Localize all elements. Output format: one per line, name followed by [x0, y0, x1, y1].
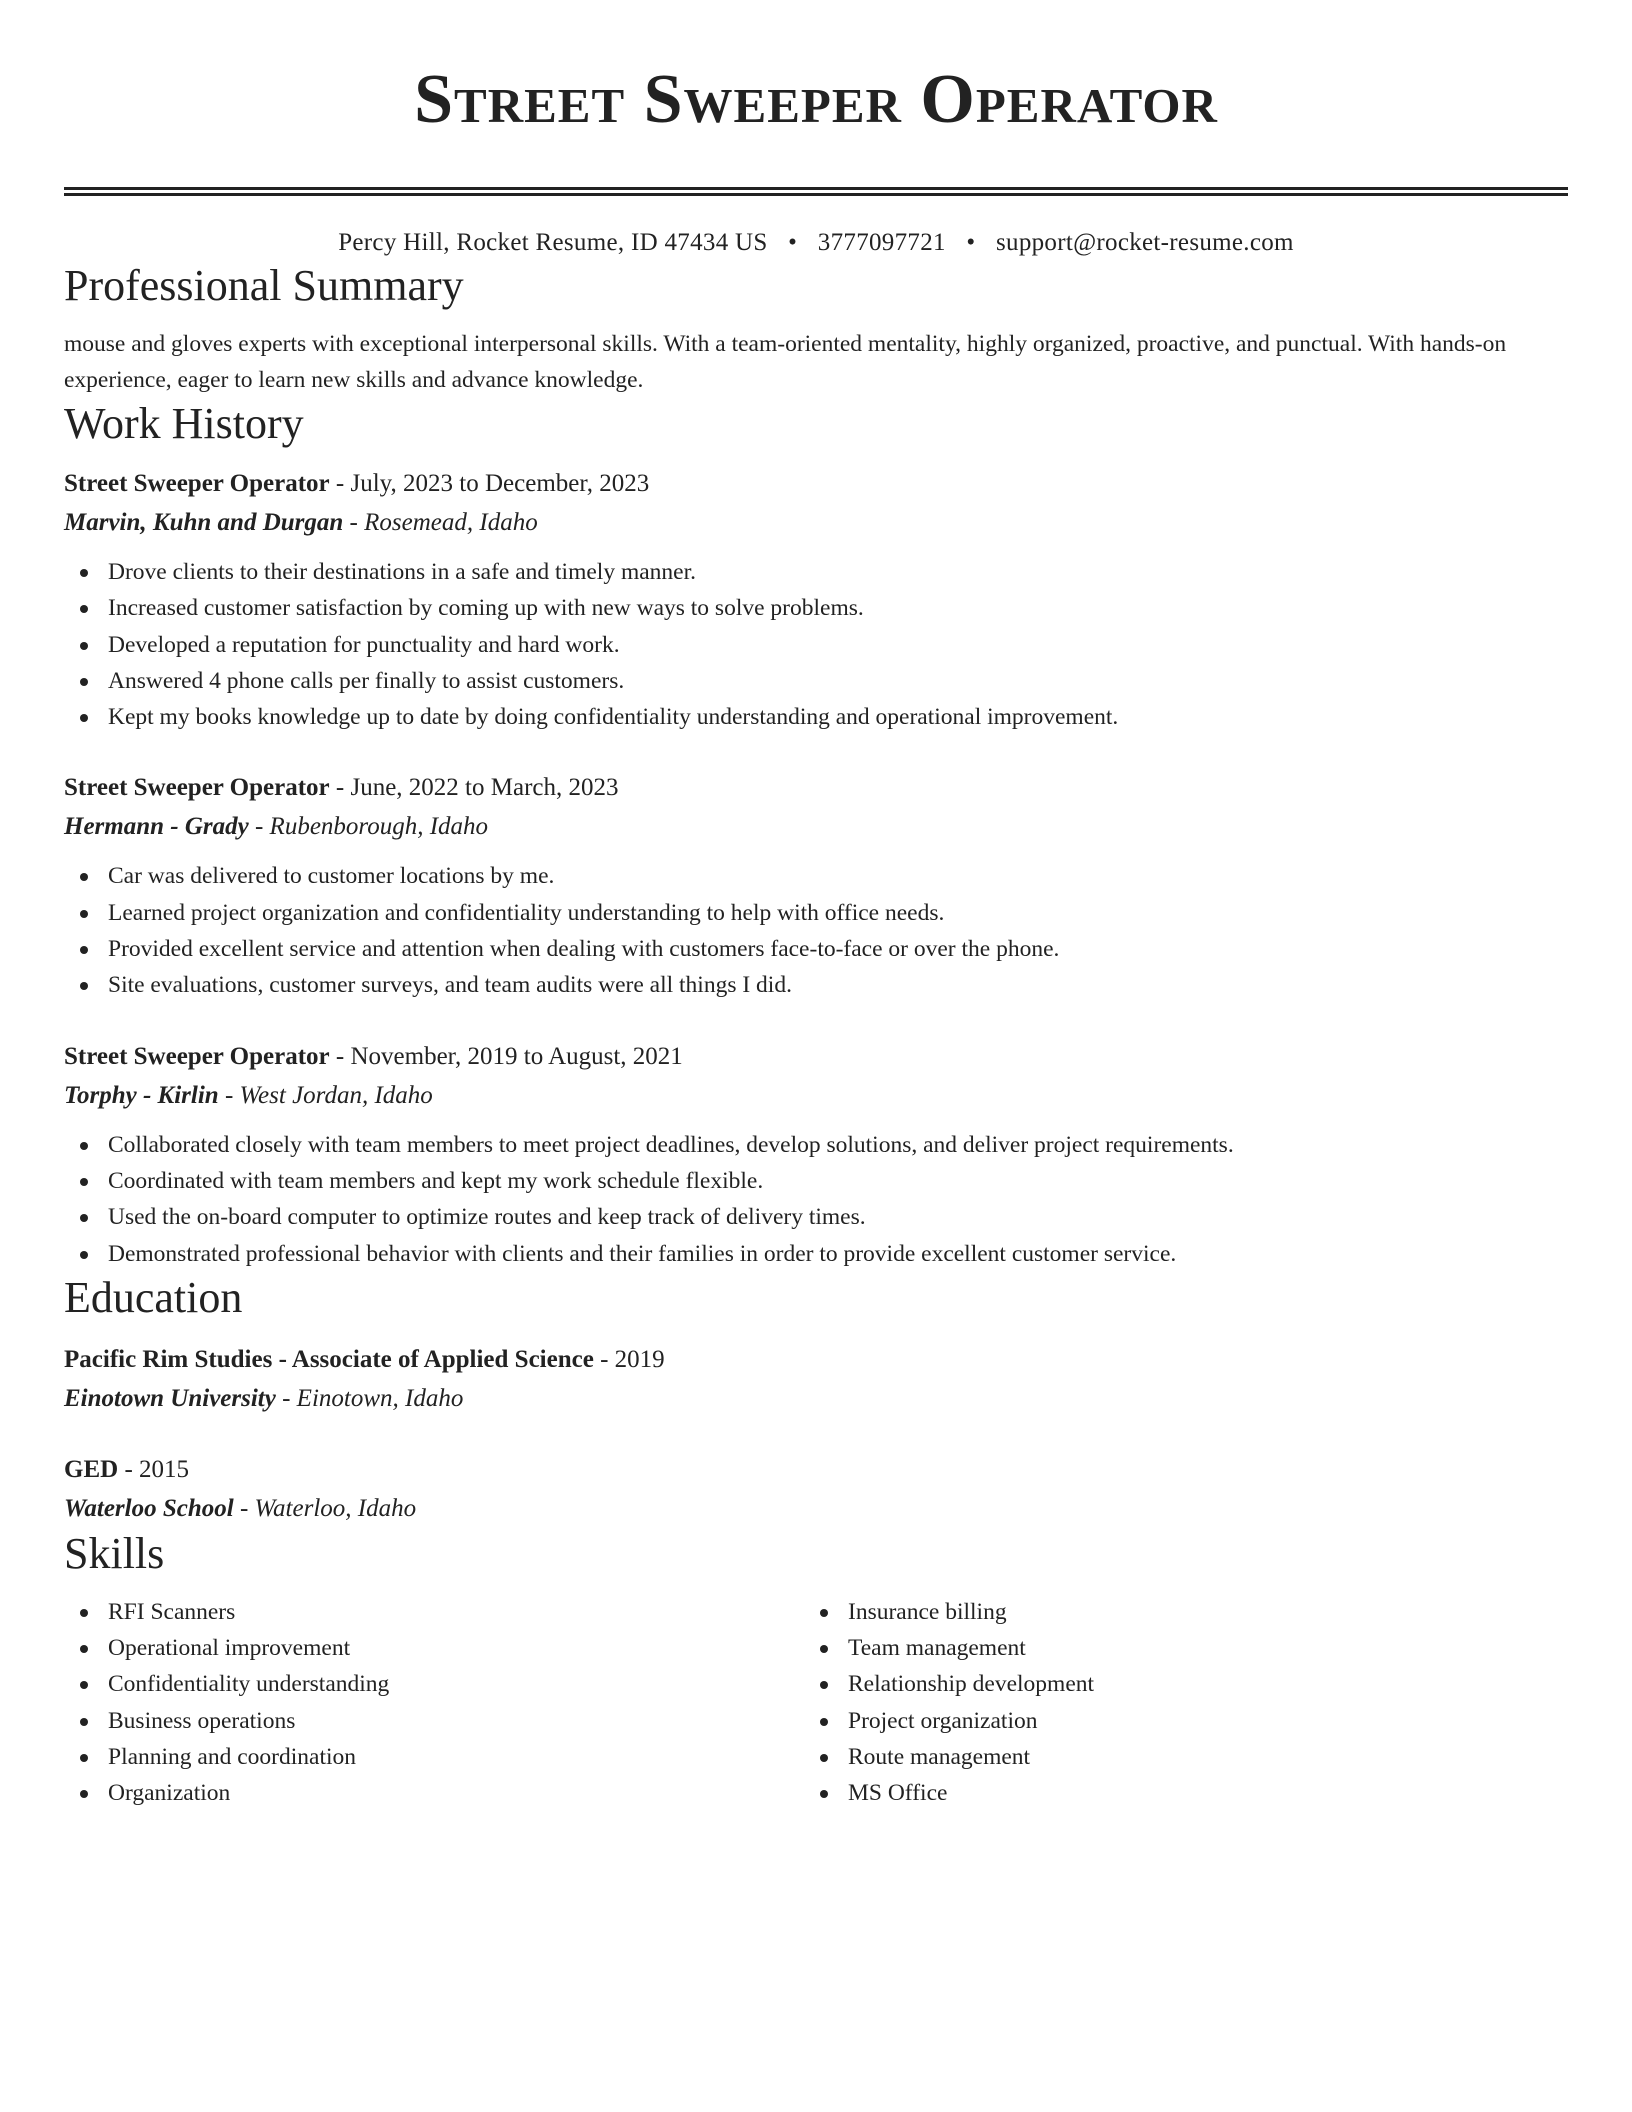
job-bullet	[108, 663, 1568, 699]
job-bullet-text: Kept my books knowledge up to date by doing confidentiality understanding and operational improvement.	[108, 704, 1119, 731]
education-year: - 2015	[118, 1455, 190, 1483]
contact-address: Percy Hill, Rocket Resume, ID 47434 US	[338, 229, 768, 256]
contact-separator: •	[788, 229, 798, 256]
skills-heading: Skills	[64, 1528, 165, 1578]
job-dates: - June, 2022 to March, 2023	[329, 774, 619, 802]
education-entry	[64, 1340, 1568, 1418]
education-degree-line	[64, 1340, 1568, 1380]
job-company: Marvin, Kuhn and Durgan	[64, 509, 344, 536]
job-company-line	[64, 504, 1568, 542]
bullet-dot	[80, 569, 88, 577]
skill-item	[108, 1739, 804, 1775]
contact-separator: •	[966, 229, 976, 256]
skill-item	[848, 1630, 1544, 1666]
skill-text: MS Office	[848, 1780, 948, 1807]
education-year: - 2019	[593, 1345, 665, 1373]
education-heading: Education	[64, 1272, 243, 1322]
bullet-dot	[80, 678, 88, 686]
job-bullet	[108, 1199, 1568, 1235]
education-degree: GED	[64, 1455, 119, 1483]
job-bullet	[108, 967, 1568, 1003]
education-degree-line	[64, 1450, 1568, 1490]
bullet-dot	[80, 642, 88, 650]
bullet-dot	[80, 605, 88, 613]
job-bullet	[108, 1236, 1568, 1272]
skill-text: Insurance billing	[848, 1598, 1007, 1625]
skill-item	[108, 1630, 804, 1666]
job-bullet	[108, 554, 1568, 590]
job-bullet-text: Collaborated closely with team members to meet project deadlines, develop solutions, and deliver project requirements.	[108, 1131, 1234, 1158]
job-title-line	[64, 1037, 1568, 1077]
job-location: - West Jordan, Idaho	[218, 1081, 433, 1109]
education-school: Einotown University	[64, 1384, 276, 1412]
skill-item	[848, 1666, 1544, 1702]
job-entry	[64, 768, 1568, 1003]
skill-item	[848, 1594, 1544, 1630]
summary-heading: Professional Summary	[64, 261, 464, 310]
resume-name: Street Sweeper Operator	[414, 61, 1218, 138]
education-school-line	[64, 1380, 1568, 1418]
skills-list	[804, 1594, 1544, 1812]
skill-item	[108, 1594, 804, 1630]
summary-text: mouse and gloves experts with exceptional interpersonal skills. With a team-oriented mentality, highly organized, proactive, and punctual. With hands-on experience, eager to learn new skills and advance knowledge.	[64, 331, 1507, 393]
bullet-dot	[820, 1790, 828, 1798]
skill-text: Organization	[108, 1780, 231, 1807]
education-degree: Pacific Rim Studies - Associate of Applied Science	[64, 1345, 594, 1373]
job-bullet-text: Car was delivered to customer locations by me.	[108, 863, 555, 890]
skill-item	[848, 1739, 1544, 1775]
education-school: Waterloo School	[64, 1494, 234, 1522]
skill-text: Route management	[848, 1744, 1031, 1771]
skills-list	[64, 1594, 804, 1812]
bullet-dot	[820, 1645, 828, 1653]
job-location: - Rubenborough, Idaho	[248, 813, 489, 841]
job-bullet-text: Developed a reputation for punctuality and hard work.	[108, 631, 620, 658]
job-bullet	[108, 590, 1568, 626]
contact-phone: 3777097721	[817, 229, 946, 256]
skill-text: Operational improvement	[108, 1635, 351, 1662]
job-bullet-text: Site evaluations, customer surveys, and team audits were all things I did.	[108, 972, 792, 999]
job-bullet	[108, 1163, 1568, 1199]
job-bullet-text: Coordinated with team members and kept my work schedule flexible.	[108, 1167, 764, 1194]
job-bullet-text: Used the on-board computer to optimize routes and keep track of delivery times.	[108, 1204, 866, 1231]
bullet-dot	[80, 714, 88, 722]
job-bullets	[64, 554, 1568, 735]
education-location: - Waterloo, Idaho	[233, 1494, 417, 1522]
skill-text: Business operations	[108, 1707, 296, 1734]
job-bullet	[108, 1127, 1568, 1163]
job-bullet-text: Learned project organization and confidentiality understanding to help with office needs.	[108, 899, 945, 926]
bullet-dot	[80, 1609, 88, 1617]
job-company-line	[64, 808, 1568, 846]
job-bullet-text: Drove clients to their destinations in a safe and timely manner.	[108, 559, 696, 585]
job-company: Hermann - Grady	[64, 813, 249, 841]
bullet-dot	[820, 1754, 828, 1762]
contact-line	[64, 226, 1568, 260]
bullet-dot	[80, 1754, 88, 1762]
bullet-dot	[80, 1142, 88, 1150]
job-bullet-text: Increased customer satisfaction by coming up with new ways to solve problems.	[108, 595, 864, 622]
bullet-dot	[80, 1214, 88, 1222]
contact-email: support@rocket-resume.com	[995, 229, 1294, 256]
skill-item	[108, 1775, 804, 1811]
job-role: Street Sweeper Operator	[64, 470, 330, 497]
job-bullet	[108, 627, 1568, 663]
job-bullet-text: Provided excellent service and attention when dealing with customers face-to-face or over the phone.	[108, 936, 1060, 963]
bullet-dot	[80, 1681, 88, 1689]
skill-text: Relationship development	[848, 1671, 1095, 1698]
work-history-heading: Work History	[64, 399, 304, 448]
job-entry	[64, 1037, 1568, 1272]
skill-item	[108, 1703, 804, 1739]
job-location: - Rosemead, Idaho	[343, 509, 538, 536]
job-role: Street Sweeper Operator	[64, 774, 330, 802]
bullet-dot	[80, 910, 88, 918]
skills-grid	[64, 1594, 1568, 1812]
skill-text: Confidentiality understanding	[108, 1671, 390, 1698]
job-bullet	[108, 858, 1568, 894]
skill-item	[108, 1666, 804, 1702]
education-school-line	[64, 1490, 1568, 1528]
skill-text: Planning and coordination	[108, 1744, 357, 1771]
bullet-dot	[820, 1718, 828, 1726]
job-bullet	[108, 699, 1568, 735]
job-bullet-text: Answered 4 phone calls per finally to assist customers.	[108, 667, 625, 694]
skill-item	[848, 1703, 1544, 1739]
bullet-dot	[80, 1718, 88, 1726]
job-dates: - November, 2019 to August, 2021	[329, 1042, 683, 1070]
job-role: Street Sweeper Operator	[64, 1042, 330, 1070]
job-title-line	[64, 768, 1568, 808]
bullet-dot	[80, 946, 88, 954]
bullet-dot	[80, 1178, 88, 1186]
skill-text: RFI Scanners	[108, 1598, 236, 1625]
education-entry	[64, 1450, 1568, 1528]
bullet-dot	[820, 1609, 828, 1617]
job-bullets	[64, 858, 1568, 1003]
skills-column-right	[804, 1594, 1544, 1812]
header-divider	[64, 187, 1568, 196]
job-dates: - July, 2023 to December, 2023	[329, 470, 650, 497]
bullet-dot	[80, 982, 88, 990]
skill-item	[848, 1775, 1544, 1811]
job-bullet-text: Demonstrated professional behavior with clients and their families in order to provide excellent customer service.	[108, 1240, 1177, 1267]
bullet-dot	[80, 1790, 88, 1798]
job-entry	[64, 464, 1568, 735]
job-company-line	[64, 1077, 1568, 1115]
education-location: - Einotown, Idaho	[275, 1384, 464, 1412]
job-bullet	[108, 931, 1568, 967]
bullet-dot	[80, 1645, 88, 1653]
skills-column-left	[64, 1594, 804, 1812]
bullet-dot	[80, 1251, 88, 1259]
job-bullet	[108, 895, 1568, 931]
bullet-dot	[820, 1681, 828, 1689]
job-company: Torphy - Kirlin	[64, 1081, 219, 1109]
bullet-dot	[80, 873, 88, 881]
skill-text: Team management	[848, 1635, 1026, 1662]
job-bullets	[64, 1127, 1568, 1272]
job-title-line	[64, 464, 1568, 504]
skill-text: Project organization	[848, 1707, 1038, 1734]
